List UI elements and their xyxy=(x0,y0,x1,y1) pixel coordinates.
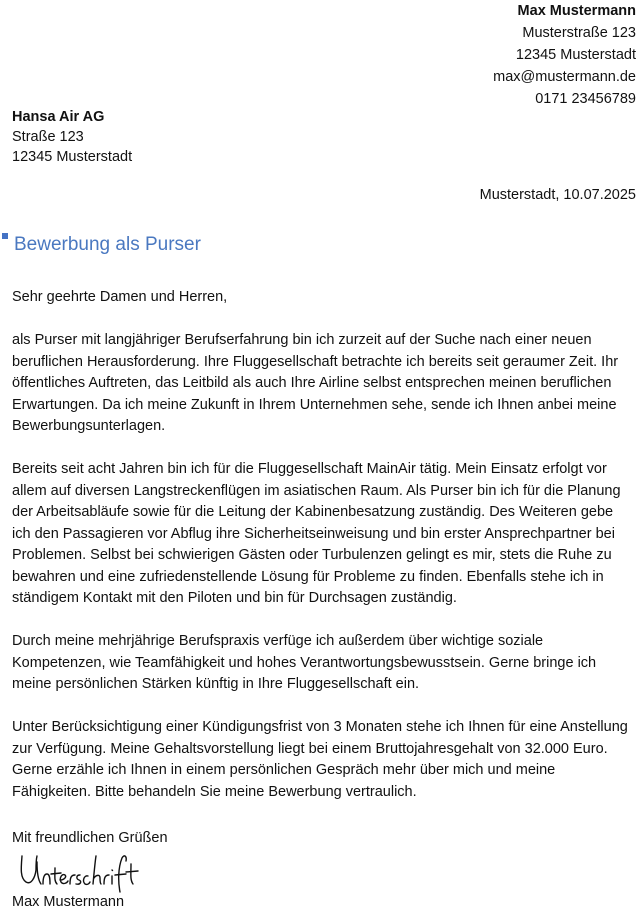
recipient-company: Hansa Air AG xyxy=(12,109,105,125)
letter-subject: Bewerbung als Purser xyxy=(14,234,201,255)
sender-street: Musterstraße 123 xyxy=(522,25,636,41)
sender-name: Max Mustermann xyxy=(517,3,636,19)
paragraph-experience: Bereits seit acht Jahren bin ich für die Fluggesellschaft MainAir tätig. Mein Einsatz erfolgt vor allem auf diversen Langstreckenflügen im asiatischen Raum. Als Purser bin ich für die Planung der Arbeitsabläufe sowie für die Leitung der Kabinenbesatzung zuständig. Des Weiteren gebe ich den Passagieren vor Abflug ihre Sicherheitseinweisung und bin erster Ansprechpartner bei Problemen. Selbst bei schwierigen Gästen oder Turbulenzen gelingt es mir, stets die Ruhe zu bewahren und eine zufriedenstellende Lösung für Probleme zu finden. Ebenfalls stehe ich in ständigem Kontakt mit den Piloten und bin für Durchsagen zuständig. xyxy=(12,461,621,606)
sender-block xyxy=(493,0,636,110)
letter-date: Musterstadt, 10.07.2025 xyxy=(479,187,636,203)
handwritten-signature xyxy=(14,848,144,894)
paragraph-intro: als Purser mit langjähriger Berufserfahrung bin ich zurzeit auf der Suche nach einer neuen beruflichen Herausforderung. Ihre Fluggesellschaft betrachte ich bereits seit geraumer Zeit. Ihr öffentliches Auftreten, das Leitbild als auch Ihre Airline selbst entsprechen meinen beruflichen Erwartungen. Da ich meine Zukunft in Ihrem Unternehmen sehe, sende ich Ihnen anbei meine Bewerbungsunterlagen. xyxy=(12,332,619,434)
subject-marker xyxy=(2,233,8,239)
sender-email: max@mustermann.de xyxy=(493,69,636,85)
recipient-city: 12345 Musterstadt xyxy=(12,149,133,165)
salutation: Sehr geehrte Damen und Herren, xyxy=(12,289,228,305)
sender-city: 12345 Musterstadt xyxy=(515,47,636,63)
letter-body xyxy=(12,287,634,825)
signer-name: Max Mustermann xyxy=(12,894,125,910)
paragraph-skills: Durch meine mehrjährige Berufspraxis verfüge ich außerdem über wichtige soziale Kompetenzen, wie Teamfähigkeit und hohes Verantwortungsbewusstsein. Gerne bringe ich meine persönlichen Stärken künftig in Ihre Fluggesellschaft ein. xyxy=(12,633,597,692)
closing-phrase: Mit freundlichen Grüßen xyxy=(12,830,168,846)
sender-phone: 0171 23456789 xyxy=(535,91,636,107)
recipient-street: Straße 123 xyxy=(12,129,84,145)
paragraph-availability: Unter Berücksichtigung einer Kündigungsfrist von 3 Monaten stehe ich Ihnen für eine Anstellung zur Verfügung. Meine Gehaltsvorstellung liegt bei einem Bruttojahresgehalt von 32.000 Euro. Gerne erzähle ich Ihnen in einem persönlichen Gespräch mehr über mich und meine Fähigkeiten. Bitte behandeln Sie meine Bewerbung vertraulich. xyxy=(12,719,628,800)
recipient-block xyxy=(12,107,132,167)
